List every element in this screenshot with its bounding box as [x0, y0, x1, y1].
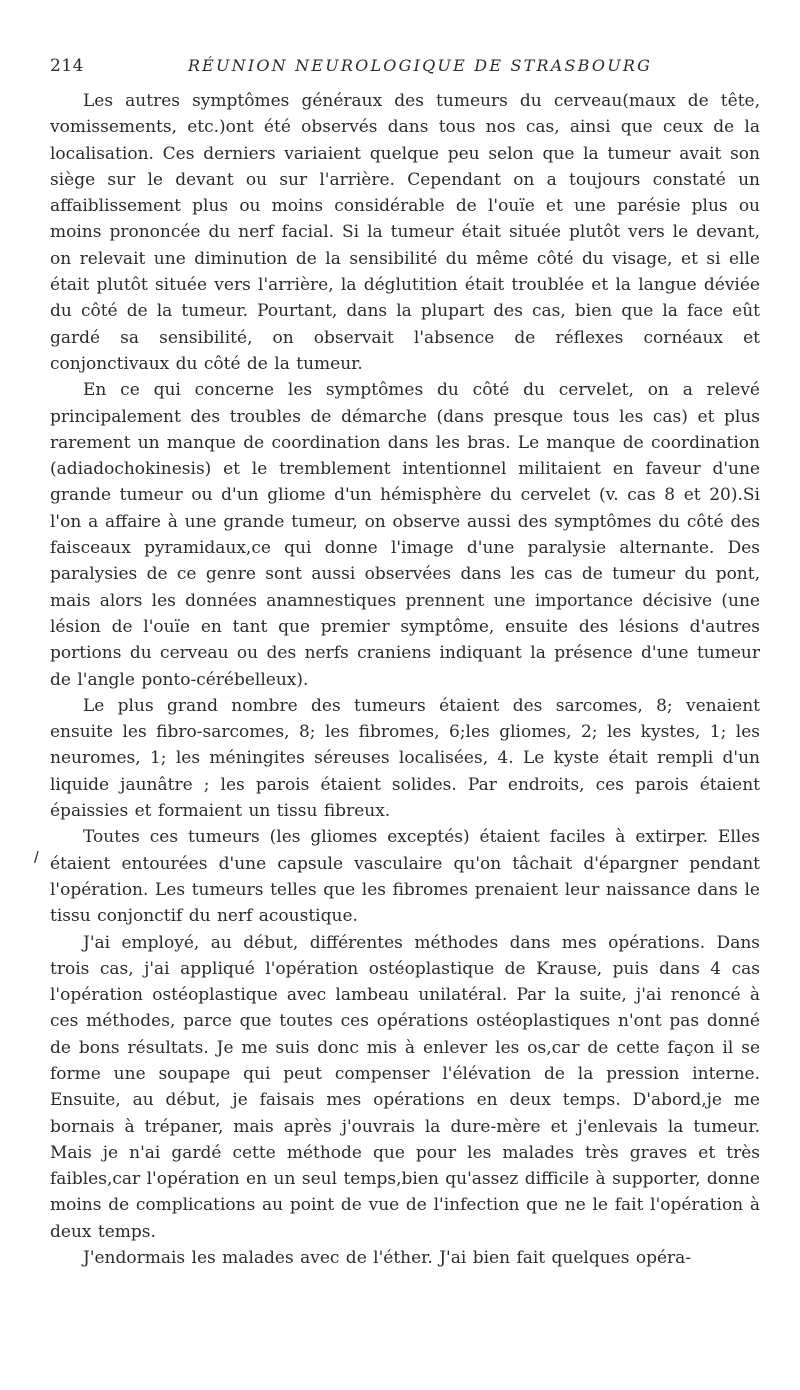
paragraph-extirpation: Toutes ces tumeurs (les gliomes exceptés) étaient faciles à extirper. Elles étaient entourées d'une capsule vasculaire qu'on tâchait d'épargner pendant l'opération. Les tumeurs telles que les fibromes prenaient leur naissance dans le tissu conjonctif du nerf acoustique. — [50, 827, 760, 927]
paragraph-cerebellar-symptoms: En ce qui concerne les symptômes du côté du cervelet, on a relevé principalement des troubles de démarche (dans presque tous les cas) et plus rarement un manque de coordination dans les bras. Le manque de coordination (adiadochokinesis) et le tremblement intentionnel militaient en faveur d'une grande tumeur ou d'un gliome d'un hémisphère du cervelet (v. cas 8 et 20).Si l'on a affaire à une grande tumeur, on observe aussi des symptômes du côté des faisceaux pyramidaux,ce qui donne l'image d'une paralysie alternante. Des paralysies de ce genre sont aussi observées dans les cas de tumeur du pont, mais alors les données anamnestiques prennent une importance décisive (une lésion de l'ouïe en tant que premier symptôme, ensuite des lésions d'autres portions du cerveau ou des nerfs craniens indiquant la présence d'une tumeur de l'angle ponto-cérébelleux). — [50, 380, 760, 690]
paragraph-tumor-types: Le plus grand nombre des tumeurs étaient des sarcomes, 8; venaient ensuite les fibro-sarcomes, 8; les fibromes, 6;les gliomes, 2; les kystes, 1; les neuromes, 1; les méningites séreuses localisées, 4. Le kyste était rempli d'un liquide jaunâtre ; les parois étaient solides. Par endroits, ces parois étaient épaissies et formaient un tissu fibreux. — [50, 695, 760, 822]
running-header: RÉUNION NEUROLOGIQUE DE STRASBOURG — [187, 56, 653, 75]
page-number: 214 — [50, 56, 84, 76]
body-text — [50, 88, 760, 1271]
margin-mark: / — [34, 848, 39, 867]
paragraph-anesthesia: J'endormais les malades avec de l'éther. J'ai bien fait quelques opéra- — [83, 1248, 692, 1269]
paragraph-general-symptoms: Les autres symptômes généraux des tumeurs du cerveau(maux de tête, vomissements, etc.)ont été observés dans tous nos cas, ainsi que ceux de la localisation. Ces derniers variaient quelque peu selon que la tumeur avait son siège sur le devant ou sur l'arrière. Cependant on a toujours constaté un affaiblissement plus ou moins considérable de l'ouïe et une parésie plus ou moins prononcée du nerf facial. Si la tumeur était située plutôt vers le devant, on relevait une diminution de la sensibilité du même côté du visage, et si elle était plutôt située vers l'arrière, la déglutition était troublée et la langue déviée du côté de la tumeur. Pourtant, dans la plupart des cas, bien que la face eût gardé sa sensibilité, on observait l'absence de réflexes cornéaux et conjonctivaux du côté de la tumeur. — [50, 91, 760, 374]
paragraph-operative-methods: J'ai employé, au début, différentes méthodes dans mes opérations. Dans trois cas, j'ai appliqué l'opération ostéoplastique de Krause, puis dans 4 cas l'opération ostéoplastique avec lambeau unilatéral. Par la suite, j'ai renoncé à ces méthodes, parce que toutes ces opérations ostéoplastiques n'ont pas donné de bons résultats. Je me suis donc mis à enlever les os,car de cette façon il se forme une soupape qui peut compenser l'élévation de la pression interne. Ensuite, au début, je faisais mes opérations en deux temps. D'abord,je me bornais à trépaner, mais après j'ouvrais la dure-mère et j'enlevais la tumeur. Mais je n'ai gardé cette méthode que pour les malades très graves et très faibles,car l'opération en un seul temps,bien qu'assez difficile à supporter, donne moins de complications au point de vue de l'infection que ne le fait l'opération à deux temps. — [50, 932, 760, 1242]
